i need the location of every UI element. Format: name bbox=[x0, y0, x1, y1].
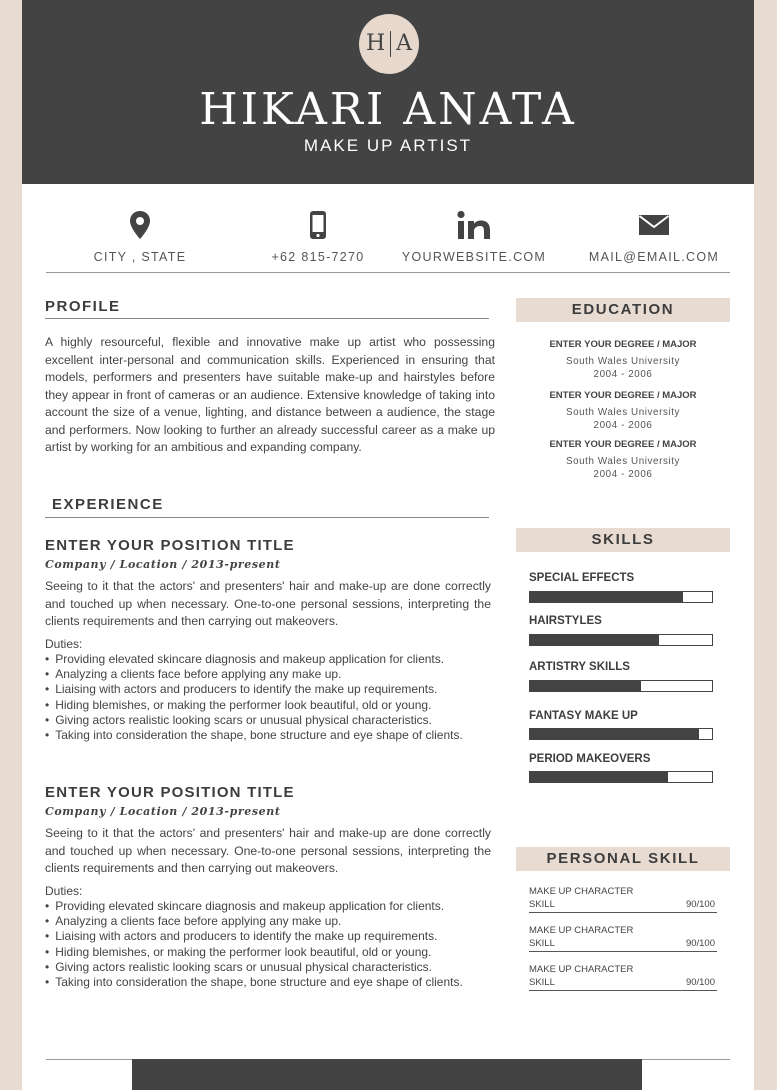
personal-skill-score: 90/100 bbox=[685, 937, 715, 949]
list-item: • Liaising with actors and producers to identify the make up requirements. bbox=[45, 929, 463, 944]
duties-list bbox=[45, 652, 463, 743]
education-item bbox=[516, 339, 730, 381]
degree-title: ENTER YOUR DEGREE / MAJOR bbox=[549, 439, 697, 450]
skill-name: SPECIAL EFFECTS bbox=[529, 572, 635, 584]
job-title: ENTER YOUR POSITION TITLE bbox=[45, 784, 295, 801]
school-name: South Wales University bbox=[565, 356, 681, 367]
skill-fill bbox=[530, 681, 641, 691]
list-item: • Analyzing a clients face before applying any make up. bbox=[45, 667, 463, 682]
person-role: MAKE UP ARTIST bbox=[303, 136, 473, 155]
contact-email[interactable] bbox=[582, 210, 726, 264]
experience-heading: EXPERIENCE bbox=[52, 496, 164, 513]
contact-divider bbox=[46, 272, 730, 273]
personal-skill-label: SKILL bbox=[529, 898, 555, 910]
duties-label: Duties: bbox=[45, 637, 83, 651]
header-banner bbox=[22, 0, 754, 184]
resume-page bbox=[22, 0, 754, 1090]
duties-label: Duties: bbox=[45, 884, 83, 898]
monogram-divider bbox=[390, 31, 391, 57]
list-item: • Giving actors realistic looking scars or unusual physical characteristics. bbox=[45, 713, 463, 728]
job-summary: Seeing to it that the actors' and presenters' hair and make-up are done correctly and touched up when necessary. One-to-one personal sessions, interpreting the clients requirements and then carrying out makeovers. bbox=[45, 579, 491, 628]
skill-bar bbox=[529, 591, 713, 603]
contact-location-text: CITY , STATE bbox=[93, 250, 187, 264]
profile-heading: PROFILE bbox=[45, 298, 121, 315]
personal-skill-label: SKILL bbox=[529, 937, 555, 949]
personal-skill-score: 90/100 bbox=[685, 898, 715, 910]
duties-list bbox=[45, 899, 463, 990]
contact-website[interactable] bbox=[394, 210, 554, 264]
list-item: • Hiding blemishes, or making the performer look beautiful, old or young. bbox=[45, 945, 463, 960]
skill-bar bbox=[529, 728, 713, 740]
skills-heading: SKILLS bbox=[516, 528, 730, 552]
school-years: 2004 - 2006 bbox=[593, 469, 653, 480]
school-years: 2004 - 2006 bbox=[593, 369, 653, 380]
education-item bbox=[516, 390, 730, 432]
personal-skill-row bbox=[529, 925, 717, 952]
phone-icon bbox=[309, 210, 327, 240]
footer-block bbox=[132, 1059, 642, 1090]
monogram-left: H bbox=[365, 31, 386, 56]
skill-fill bbox=[530, 729, 699, 739]
experience-rule bbox=[45, 517, 489, 518]
list-item: • Liaising with actors and producers to identify the make up requirements. bbox=[45, 682, 463, 697]
list-item: • Providing elevated skincare diagnosis and makeup application for clients. bbox=[45, 899, 463, 914]
school-name: South Wales University bbox=[565, 456, 681, 467]
list-item: • Providing elevated skincare diagnosis and makeup application for clients. bbox=[45, 652, 463, 667]
skill-bar bbox=[529, 771, 713, 783]
school-years: 2004 - 2006 bbox=[593, 420, 653, 431]
education-item bbox=[516, 439, 730, 481]
education-heading: EDUCATION bbox=[516, 298, 730, 322]
school-name: South Wales University bbox=[565, 407, 681, 418]
personal-skill-row bbox=[529, 964, 717, 991]
skill-name: PERIOD MAKEOVERS bbox=[529, 753, 651, 765]
contact-phone bbox=[248, 210, 388, 264]
job-title: ENTER YOUR POSITION TITLE bbox=[45, 537, 295, 554]
profile-text: A highly resourceful, flexible and innovative make up artist who possessing excellent inter-personal and communication skills. Experienced in ensuring that models, performers and presenters have suitable make-up and hairstyles before they appear in front of cameras or an audience. Extensive knowledge of taking into account the size of a venue, lighting, and distance between a audience, the stage and performers. Now looking to further an already successful career as a make up artist by working for an ambitious and expanding company. bbox=[45, 335, 495, 454]
personal-skill-label: MAKE UP CHARACTER bbox=[529, 964, 634, 975]
location-pin-icon bbox=[129, 210, 151, 240]
list-item: • Analyzing a clients face before applying any make up. bbox=[45, 914, 463, 929]
personal-skill-label: MAKE UP CHARACTER bbox=[529, 886, 634, 897]
skill-name: HAIRSTYLES bbox=[529, 615, 602, 627]
monogram-badge bbox=[359, 14, 419, 74]
skill-fill bbox=[530, 635, 659, 645]
skill-name: ARTISTRY SKILLS bbox=[529, 661, 630, 673]
list-item: • Taking into consideration the shape, bone structure and eye shape of clients. bbox=[45, 728, 463, 743]
skill-fill bbox=[530, 772, 668, 782]
degree-title: ENTER YOUR DEGREE / MAJOR bbox=[549, 390, 697, 401]
personal-skill-row bbox=[529, 886, 717, 913]
skill-fill bbox=[530, 592, 683, 602]
contact-website-text[interactable]: YOURWEBSITE.COM bbox=[401, 250, 547, 264]
monogram-right: A bbox=[396, 31, 413, 56]
skill-name: FANTASY MAKE UP bbox=[529, 710, 638, 722]
list-item: • Taking into consideration the shape, bone structure and eye shape of clients. bbox=[45, 975, 463, 990]
contact-location bbox=[80, 210, 200, 264]
contact-phone-text: +62 815-7270 bbox=[271, 250, 365, 264]
skill-bar bbox=[529, 680, 713, 692]
degree-title: ENTER YOUR DEGREE / MAJOR bbox=[549, 339, 697, 350]
person-name: HIKARI ANATA bbox=[199, 84, 577, 135]
profile-rule bbox=[45, 318, 489, 319]
contact-email-text[interactable]: MAIL@EMAIL.COM bbox=[588, 250, 720, 264]
job-summary: Seeing to it that the actors' and presenters' hair and make-up are done correctly and touched up when necessary. One-to-one personal sessions, interpreting the clients requirements and then carrying out makeovers. bbox=[45, 826, 491, 875]
job-meta: Company / Location / 2013-present bbox=[45, 805, 281, 818]
personal-skill-label: MAKE UP CHARACTER bbox=[529, 925, 634, 936]
list-item: • Hiding blemishes, or making the performer look beautiful, old or young. bbox=[45, 698, 463, 713]
personal-skill-heading: PERSONAL SKILL bbox=[516, 847, 730, 871]
job-meta: Company / Location / 2013-present bbox=[45, 558, 281, 571]
skill-bar bbox=[529, 634, 713, 646]
personal-skill-label: SKILL bbox=[529, 976, 555, 988]
mail-icon bbox=[638, 210, 670, 240]
personal-skill-score: 90/100 bbox=[685, 976, 715, 988]
list-item: • Giving actors realistic looking scars or unusual physical characteristics. bbox=[45, 960, 463, 975]
linkedin-icon bbox=[457, 210, 491, 240]
